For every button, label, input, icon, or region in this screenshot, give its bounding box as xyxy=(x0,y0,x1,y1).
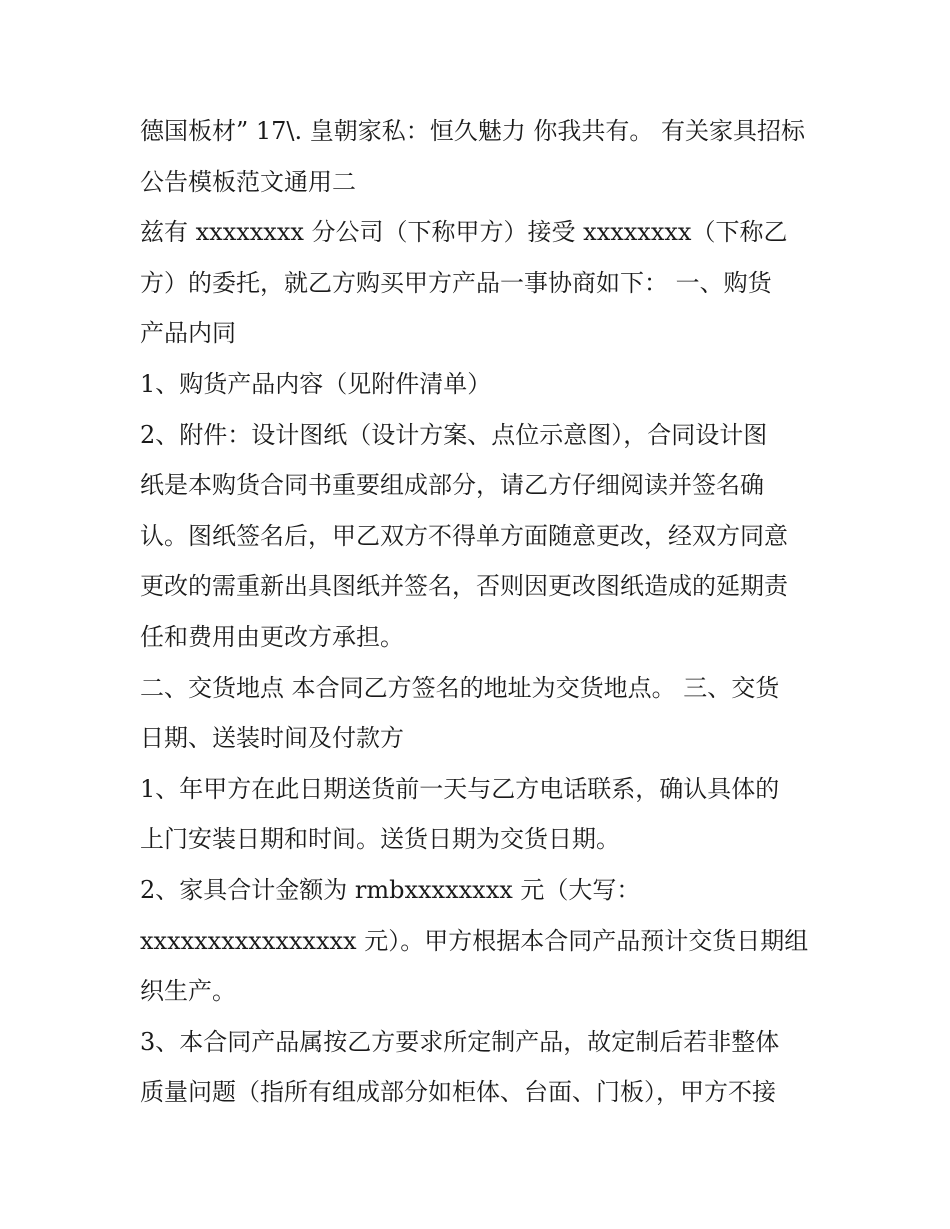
text-line: 质量问题（指所有组成部分如柜体、台面、门板），甲方不接 xyxy=(140,1078,776,1107)
text-line: 日期、送装时间及付款方 xyxy=(140,724,404,753)
text-line: xxxxxxxxxxxxxxxx 元）。甲方根据本合同产品预计交货日期组 xyxy=(140,926,809,955)
text-line: 2、家具合计金额为 rmbxxxxxxxx 元（大写： xyxy=(140,875,641,904)
text-line: 2、附件：设计图纸（设计方案、点位示意图），合同设计图 xyxy=(140,420,768,449)
text-line: 任和费用由更改方承担。 xyxy=(140,622,404,651)
text-line: 1、年甲方在此日期送货前一天与乙方电话联系，确认具体的 xyxy=(140,774,780,803)
text-line: 上门安装日期和时间。送货日期为交货日期。 xyxy=(140,825,620,854)
text-line: 纸是本购货合同书重要组成部分，请乙方仔细阅读并签名确 xyxy=(140,471,764,500)
text-line: 1、购货产品内容（见附件清单） xyxy=(140,369,492,398)
text-line: 3、本合同产品属按乙方要求所定制产品，故定制后若非整体 xyxy=(140,1027,780,1056)
text-line: 更改的需重新出具图纸并签名，否则因更改图纸造成的延期责 xyxy=(140,572,788,601)
text-line: 兹有 xxxxxxxx 分公司（下称甲方）接受 xxxxxxxx（下称乙 xyxy=(140,218,788,247)
text-line: 二、交货地点 本合同乙方签名的地址为交货地点。 三、交货 xyxy=(140,673,780,702)
text-line: 产品内同 xyxy=(140,319,236,348)
text-line: 认。图纸签名后，甲乙双方不得单方面随意更改，经双方同意 xyxy=(140,521,788,550)
text-line: 德国板材” 17\. 皇朝家私：恒久魅力 你我共有。 有关家具招标 xyxy=(140,117,806,145)
document-page xyxy=(140,106,820,1118)
text-line: 公告模板范文通用二 xyxy=(140,167,356,196)
text-line: 织生产。 xyxy=(140,977,236,1006)
text-line: 方）的委托，就乙方购买甲方产品一事协商如下： 一、购货 xyxy=(140,268,772,297)
